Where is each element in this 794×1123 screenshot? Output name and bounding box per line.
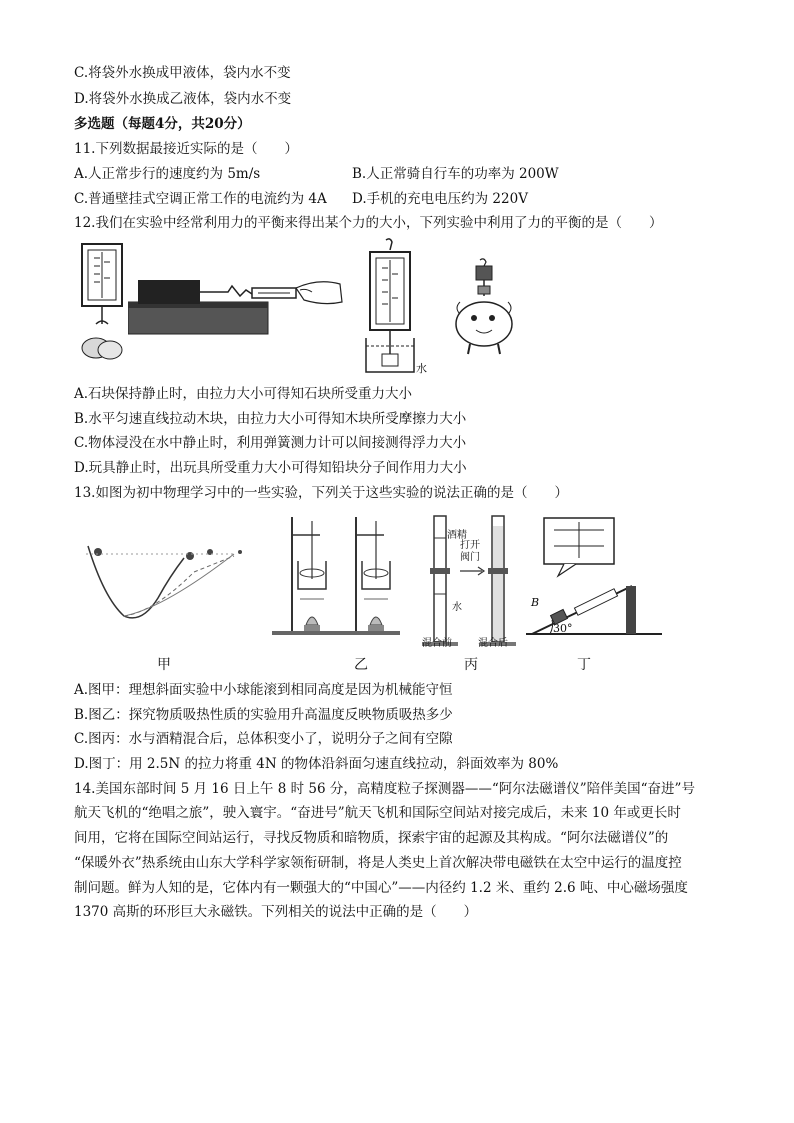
q13-caption-ding: 丁	[577, 657, 591, 673]
q14-line-6: 1370 高斯的环形巨大永磁铁。下列相关的说法中正确的是（ ）	[74, 904, 478, 920]
q13-fig-bing-mixing	[420, 514, 530, 650]
q13-label-angle: 30°	[553, 622, 573, 635]
q13-label-water: 水	[452, 602, 462, 613]
q12-fig-spring-scale-stone	[74, 240, 134, 370]
q13-label-open-valve: 打开阀门	[460, 540, 480, 563]
q13-option-d: D.图丁：用 2.5N 的拉力将重 4N 的物体沿斜面匀速直线拉动，斜面效率为 80%	[74, 756, 559, 772]
q13-fig-yi-heat-absorption	[268, 515, 404, 637]
q12-fig-drag-block	[128, 258, 346, 338]
q14-line-2: 航天飞机的“绝唱之旅”，驶入寰宇。“奋进号”航天飞机和国际空间站对接完成后，未来 10 年或更长时	[74, 805, 681, 821]
q12-option-c: C.物体浸没在水中静止时，利用弹簧测力计可以间接测得浮力大小	[74, 435, 467, 451]
q11-stem: 11.下列数据最接近实际的是（ ）	[74, 141, 298, 157]
q12-stem: 12.我们在实验中经常利用力的平衡来得出某个力的大小，下列实验中利用了力的平衡的是（ ）	[74, 215, 663, 231]
q12-fig-toy	[452, 258, 516, 358]
section-title: 多选题（每题4分，共20分）	[74, 116, 251, 132]
q14-line-1: 14.美国东部时间 5 月 16 日上午 8 时 56 分，高精度粒子探测器——“阿尔法磁谱仪”陪伴美国“奋进”号	[74, 781, 695, 797]
q13-label-before-mix: 混合前	[422, 638, 452, 649]
q14-line-3: 间用，它将在国际空间站运行，寻找反物质和暗物质，探索宇宙的起源及其构成。“阿尔法磁谱仪”的	[74, 830, 669, 846]
q13-label-point-b: B	[531, 596, 540, 609]
q13-option-c: C.图丙：水与酒精混合后，总体积变小了，说明分子之间有空隙	[74, 731, 453, 747]
q12-option-d: D.玩具静止时，出玩具所受重力大小可得知铅块分子间作用力大小	[74, 460, 467, 476]
q13-caption-yi: 乙	[354, 657, 368, 673]
q11-option-a: A.人正常步行的速度约为 5m/s	[74, 166, 261, 182]
q11-option-b: B.人正常骑自行车的功率为 200W	[352, 166, 559, 182]
q13-stem: 13.如图为初中物理学习中的一些实验，下列关于这些实验的说法正确的是（ ）	[74, 485, 568, 501]
q12-option-a: A.石块保持静止时，由拉力大小可得知石块所受重力大小	[74, 386, 413, 402]
q11-option-c: C.普通壁挂式空调正常工作的电流约为 4A	[74, 191, 327, 207]
q12-option-b: B.水平匀速直线拉动木块，由拉力大小可得知木块所受摩擦力大小	[74, 411, 467, 427]
q13-option-a: A.图甲：理想斜面实验中小球能滚到相同高度是因为机械能守恒	[74, 682, 453, 698]
q12-fig-water-label: 水	[416, 362, 427, 375]
q13-fig-ding-incline	[524, 516, 672, 642]
q13-label-alcohol: 酒精	[447, 530, 467, 541]
q10-option-d: D.将袋外水换成乙液体，袋内水不变	[74, 91, 292, 107]
q13-caption-jia: 甲	[157, 657, 171, 673]
q13-label-after-mix: 混合后	[478, 638, 508, 649]
q10-option-c: C.将袋外水换成甲液体，袋内水不变	[74, 65, 291, 81]
q13-caption-bing: 丙	[464, 657, 478, 673]
q14-line-4: “保暖外衣”热系统由山东大学科学家领衔研制，将是人类史上首次解决带电磁铁在太空中运行的温度控	[74, 855, 682, 871]
q12-fig-scale-in-water	[356, 238, 426, 374]
q13-fig-jia-ideal-incline	[84, 528, 254, 628]
q14-line-5: 制问题。鲜为人知的是，它体内有一颗强大的“中国心”——内径约 1.2 米、重约 2.6 吨、中心磁场强度	[74, 880, 688, 896]
q11-option-d: D.手机的充电电压约为 220V	[352, 191, 528, 207]
q13-option-b: B.图乙：探究物质吸热性质的实验用升高温度反映物质吸热多少	[74, 707, 453, 723]
